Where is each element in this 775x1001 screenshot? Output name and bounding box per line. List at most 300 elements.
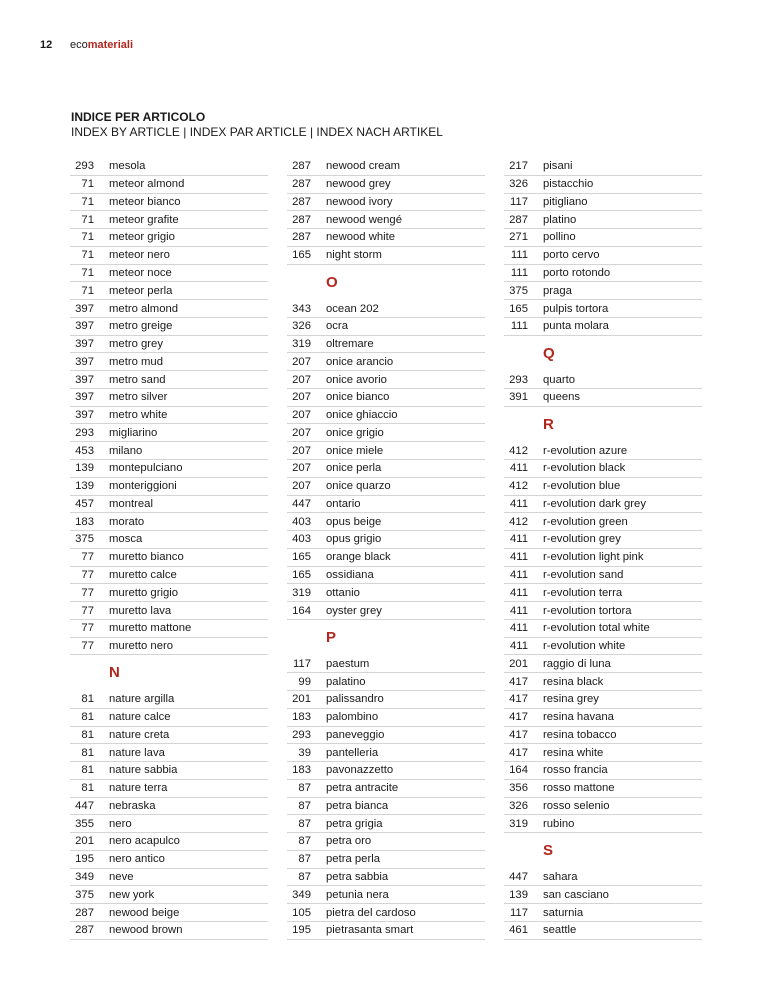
entry-page-number: 165 bbox=[509, 302, 528, 315]
index-entry bbox=[70, 638, 268, 656]
entry-page-number: 319 bbox=[509, 817, 528, 830]
entry-page-number: 397 bbox=[75, 355, 94, 368]
index-entry bbox=[287, 798, 485, 816]
entry-article-name: meteor almond bbox=[109, 178, 185, 191]
entry-article-name: nature argilla bbox=[109, 693, 175, 706]
entry-article-name: onice arancio bbox=[326, 355, 394, 368]
index-entry bbox=[70, 744, 268, 762]
entry-page-number: 355 bbox=[75, 817, 94, 830]
entry-page-number: 453 bbox=[75, 444, 94, 457]
index-entry bbox=[70, 478, 268, 496]
entry-page-number: 117 bbox=[509, 195, 528, 208]
section-letter: O bbox=[326, 273, 338, 291]
entry-article-name: morato bbox=[109, 515, 145, 528]
entry-article-name: rubino bbox=[543, 817, 575, 830]
entry-page-number: 81 bbox=[81, 693, 94, 706]
entry-page-number: 117 bbox=[509, 906, 528, 919]
index-entry bbox=[70, 709, 268, 727]
index-entry bbox=[70, 371, 268, 389]
entry-page-number: 403 bbox=[292, 533, 311, 546]
entry-page-number: 71 bbox=[81, 178, 94, 191]
index-entry bbox=[287, 158, 485, 176]
index-entry bbox=[70, 442, 268, 460]
entry-page-number: 287 bbox=[292, 160, 311, 173]
index-entry bbox=[504, 744, 702, 762]
entry-article-name: ottanio bbox=[326, 586, 360, 599]
index-entry bbox=[287, 318, 485, 336]
entry-article-name: nature terra bbox=[109, 782, 168, 795]
index-entry bbox=[504, 691, 702, 709]
index-entry bbox=[70, 353, 268, 371]
entry-article-name: montreal bbox=[109, 497, 153, 510]
entry-page-number: 287 bbox=[292, 231, 311, 244]
entry-article-name: pulpis tortora bbox=[543, 302, 609, 315]
index-entry bbox=[504, 513, 702, 531]
entry-article-name: petra grigia bbox=[326, 817, 383, 830]
index-entry bbox=[287, 460, 485, 478]
entry-page-number: 111 bbox=[510, 249, 528, 262]
index-entry bbox=[287, 567, 485, 585]
index-entry bbox=[287, 424, 485, 442]
entry-article-name: resina havana bbox=[543, 711, 614, 724]
entry-page-number: 411 bbox=[509, 462, 528, 475]
entry-page-number: 411 bbox=[509, 622, 528, 635]
index-entry bbox=[287, 655, 485, 673]
entry-article-name: muretto lava bbox=[109, 604, 172, 617]
entry-article-name: petra antracite bbox=[326, 782, 399, 795]
entry-page-number: 81 bbox=[81, 746, 94, 759]
page-number: 12 bbox=[40, 39, 53, 51]
entry-article-name: platino bbox=[543, 213, 577, 226]
entry-article-name: r-evolution terra bbox=[543, 586, 623, 599]
entry-page-number: 164 bbox=[292, 604, 311, 617]
entry-page-number: 81 bbox=[81, 711, 94, 724]
entry-article-name: r-evolution total white bbox=[543, 622, 650, 635]
index-entry bbox=[70, 567, 268, 585]
index-entry bbox=[287, 211, 485, 229]
entry-page-number: 165 bbox=[292, 249, 311, 262]
index-entry bbox=[504, 549, 702, 567]
entry-article-name: pistacchio bbox=[543, 178, 594, 191]
entry-article-name: onice ghiaccio bbox=[326, 409, 398, 422]
entry-page-number: 71 bbox=[81, 249, 94, 262]
entry-page-number: 77 bbox=[81, 604, 94, 617]
index-entry bbox=[287, 727, 485, 745]
entry-article-name: petra bianca bbox=[326, 799, 389, 812]
entry-article-name: muretto bianco bbox=[109, 551, 184, 564]
index-entry bbox=[287, 531, 485, 549]
entry-article-name: newood ivory bbox=[326, 195, 393, 208]
entry-article-name: onice miele bbox=[326, 444, 384, 457]
entry-article-name: ocra bbox=[326, 320, 348, 333]
entry-page-number: 411 bbox=[509, 640, 528, 653]
entry-page-number: 417 bbox=[509, 693, 528, 706]
entry-article-name: opus grigio bbox=[326, 533, 382, 546]
index-entry bbox=[70, 620, 268, 638]
entry-article-name: porto rotondo bbox=[543, 266, 611, 279]
entry-article-name: opus beige bbox=[326, 515, 382, 528]
entry-page-number: 293 bbox=[75, 426, 94, 439]
entry-page-number: 111 bbox=[510, 320, 528, 333]
entry-article-name: nebraska bbox=[109, 799, 156, 812]
entry-article-name: nature calce bbox=[109, 711, 171, 724]
index-entry bbox=[70, 602, 268, 620]
entry-page-number: 77 bbox=[81, 586, 94, 599]
entry-page-number: 343 bbox=[292, 302, 311, 315]
entry-article-name: onice quarzo bbox=[326, 480, 391, 493]
entry-article-name: pitigliano bbox=[543, 195, 588, 208]
entry-page-number: 412 bbox=[509, 480, 528, 493]
entry-article-name: mesola bbox=[109, 160, 146, 173]
entry-article-name: nature creta bbox=[109, 728, 170, 741]
index-title: INDICE PER ARTICOLO bbox=[71, 110, 206, 124]
index-entry bbox=[504, 815, 702, 833]
entry-page-number: 447 bbox=[292, 497, 311, 510]
entry-article-name: nero bbox=[109, 817, 132, 830]
entry-page-number: 403 bbox=[292, 515, 311, 528]
entry-page-number: 287 bbox=[509, 213, 528, 226]
index-entry bbox=[504, 531, 702, 549]
entry-article-name: nature sabbia bbox=[109, 764, 178, 777]
entry-page-number: 71 bbox=[81, 231, 94, 244]
index-entry bbox=[70, 176, 268, 194]
index-entry bbox=[504, 158, 702, 176]
index-entry bbox=[504, 229, 702, 247]
index-entry bbox=[70, 389, 268, 407]
entry-article-name: monteriggioni bbox=[109, 480, 177, 493]
index-entry bbox=[287, 371, 485, 389]
entry-article-name: neve bbox=[109, 871, 134, 883]
index-entry bbox=[70, 194, 268, 212]
entry-article-name: rosso francia bbox=[543, 764, 608, 777]
index-entry bbox=[70, 904, 268, 922]
entry-article-name: newood grey bbox=[326, 178, 391, 191]
entry-article-name: petra sabbia bbox=[326, 871, 389, 883]
index-entry bbox=[287, 922, 485, 940]
entry-article-name: resina white bbox=[543, 746, 604, 759]
entry-page-number: 287 bbox=[292, 178, 311, 191]
index-entry bbox=[287, 496, 485, 514]
index-entry bbox=[70, 851, 268, 869]
entry-article-name: pantelleria bbox=[326, 746, 379, 759]
index-entry bbox=[287, 300, 485, 318]
index-column-1 bbox=[70, 158, 268, 940]
index-entry bbox=[504, 602, 702, 620]
entry-article-name: oyster grey bbox=[326, 604, 382, 617]
entry-page-number: 375 bbox=[75, 533, 94, 546]
entry-page-number: 195 bbox=[75, 853, 94, 866]
index-entry bbox=[70, 584, 268, 602]
entry-page-number: 326 bbox=[292, 320, 311, 333]
entry-page-number: 139 bbox=[75, 480, 94, 493]
entry-page-number: 287 bbox=[292, 213, 311, 226]
entry-page-number: 397 bbox=[75, 373, 94, 386]
entry-article-name: r-evolution white bbox=[543, 640, 626, 653]
index-entry bbox=[504, 194, 702, 212]
entry-page-number: 183 bbox=[75, 515, 94, 528]
index-entry bbox=[70, 300, 268, 318]
entry-page-number: 105 bbox=[292, 906, 311, 919]
entry-page-number: 319 bbox=[292, 338, 311, 351]
entry-page-number: 326 bbox=[509, 799, 528, 812]
index-entry bbox=[70, 886, 268, 904]
entry-page-number: 39 bbox=[298, 746, 311, 759]
index-entry bbox=[70, 424, 268, 442]
entry-article-name: meteor bianco bbox=[109, 195, 181, 208]
index-entry bbox=[70, 833, 268, 851]
entry-page-number: 195 bbox=[292, 924, 311, 937]
index-entry bbox=[287, 691, 485, 709]
entry-page-number: 111 bbox=[510, 266, 528, 279]
index-entry bbox=[287, 407, 485, 425]
index-entry bbox=[504, 762, 702, 780]
index-entry bbox=[504, 460, 702, 478]
index-entry bbox=[70, 460, 268, 478]
entry-article-name: quarto bbox=[543, 373, 576, 386]
entry-page-number: 87 bbox=[298, 871, 311, 883]
index-entry bbox=[70, 869, 268, 887]
entry-article-name: metro almond bbox=[109, 302, 179, 315]
entry-article-name: nero acapulco bbox=[109, 835, 180, 848]
index-entry bbox=[70, 158, 268, 176]
entry-article-name: resina grey bbox=[543, 693, 599, 706]
index-entry bbox=[504, 655, 702, 673]
index-entry bbox=[504, 727, 702, 745]
entry-article-name: palissandro bbox=[326, 693, 384, 706]
entry-article-name: milano bbox=[109, 444, 143, 457]
index-entry bbox=[504, 620, 702, 638]
section-letter: P bbox=[326, 628, 337, 646]
entry-article-name: seattle bbox=[543, 924, 577, 937]
index-entry bbox=[287, 709, 485, 727]
index-entry bbox=[287, 673, 485, 691]
entry-page-number: 397 bbox=[75, 338, 94, 351]
entry-article-name: muretto calce bbox=[109, 568, 177, 581]
entry-page-number: 87 bbox=[298, 817, 311, 830]
index-entry bbox=[70, 549, 268, 567]
index-entry bbox=[287, 549, 485, 567]
section-letter: Q bbox=[543, 344, 555, 362]
entry-article-name: newood white bbox=[326, 231, 396, 244]
entry-article-name: meteor perla bbox=[109, 284, 173, 297]
entry-page-number: 77 bbox=[81, 622, 94, 635]
entry-page-number: 81 bbox=[81, 728, 94, 741]
entry-article-name: newood wengé bbox=[326, 213, 403, 226]
index-entry bbox=[287, 904, 485, 922]
entry-page-number: 165 bbox=[292, 568, 311, 581]
entry-page-number: 412 bbox=[509, 444, 528, 457]
entry-article-name: newood brown bbox=[109, 924, 183, 937]
entry-article-name: raggio di luna bbox=[543, 657, 611, 670]
entry-article-name: onice grigio bbox=[326, 426, 384, 439]
entry-article-name: oltremare bbox=[326, 338, 374, 351]
entry-article-name: onice avorio bbox=[326, 373, 387, 386]
entry-page-number: 87 bbox=[298, 853, 311, 866]
entry-article-name: muretto grigio bbox=[109, 586, 179, 599]
entry-article-name: pavonazzetto bbox=[326, 764, 394, 777]
entry-article-name: resina black bbox=[543, 675, 604, 688]
entry-page-number: 77 bbox=[81, 568, 94, 581]
entry-article-name: orange black bbox=[326, 551, 391, 564]
index-entry bbox=[504, 869, 702, 887]
entry-article-name: meteor grafite bbox=[109, 213, 179, 226]
entry-page-number: 77 bbox=[81, 640, 94, 653]
index-entry bbox=[70, 318, 268, 336]
entry-page-number: 287 bbox=[292, 195, 311, 208]
index-entry bbox=[287, 869, 485, 887]
entry-article-name: nero antico bbox=[109, 853, 165, 866]
index-column-3 bbox=[504, 158, 702, 940]
index-entry bbox=[504, 780, 702, 798]
entry-article-name: metro white bbox=[109, 409, 168, 422]
entry-article-name: onice perla bbox=[326, 462, 382, 475]
index-entry bbox=[504, 673, 702, 691]
entry-article-name: r-evolution green bbox=[543, 515, 628, 528]
entry-article-name: petra oro bbox=[326, 835, 372, 848]
entry-article-name: mosca bbox=[109, 533, 143, 546]
entry-page-number: 293 bbox=[292, 728, 311, 741]
page-header bbox=[40, 38, 133, 52]
index-entry bbox=[70, 407, 268, 425]
brand-prefix: eco bbox=[70, 39, 88, 51]
entry-page-number: 183 bbox=[292, 711, 311, 724]
index-entry bbox=[287, 762, 485, 780]
index-entry bbox=[504, 922, 702, 940]
index-entry bbox=[504, 584, 702, 602]
entry-article-name: r-evolution tortora bbox=[543, 604, 632, 617]
index-entry bbox=[70, 691, 268, 709]
section-letter: R bbox=[543, 415, 554, 433]
index-entry bbox=[70, 282, 268, 300]
entry-page-number: 375 bbox=[509, 284, 528, 297]
index-entry bbox=[504, 638, 702, 656]
index-entry bbox=[504, 318, 702, 336]
entry-page-number: 417 bbox=[509, 675, 528, 688]
entry-article-name: newood beige bbox=[109, 906, 180, 919]
entry-article-name: rosso mattone bbox=[543, 782, 615, 795]
index-entry bbox=[70, 265, 268, 283]
entry-page-number: 271 bbox=[509, 231, 528, 244]
index-entry bbox=[504, 798, 702, 816]
entry-page-number: 77 bbox=[81, 551, 94, 564]
entry-page-number: 447 bbox=[509, 871, 528, 883]
index-entry bbox=[504, 904, 702, 922]
entry-article-name: porto cervo bbox=[543, 249, 600, 262]
index-entry bbox=[70, 513, 268, 531]
index-entry bbox=[287, 584, 485, 602]
entry-page-number: 411 bbox=[509, 533, 528, 546]
index-entry bbox=[70, 531, 268, 549]
index-entry bbox=[70, 798, 268, 816]
index-entry bbox=[504, 211, 702, 229]
entry-page-number: 356 bbox=[509, 782, 528, 795]
entry-page-number: 207 bbox=[292, 391, 311, 404]
entry-page-number: 81 bbox=[81, 782, 94, 795]
index-entry bbox=[287, 886, 485, 904]
index-entry bbox=[287, 336, 485, 354]
entry-page-number: 71 bbox=[81, 213, 94, 226]
entry-article-name: meteor grigio bbox=[109, 231, 175, 244]
entry-article-name: metro silver bbox=[109, 391, 168, 404]
entry-page-number: 375 bbox=[75, 888, 94, 901]
entry-article-name: petra perla bbox=[326, 853, 381, 866]
index-entry bbox=[287, 851, 485, 869]
entry-page-number: 391 bbox=[509, 391, 528, 404]
entry-page-number: 349 bbox=[292, 888, 311, 901]
entry-page-number: 217 bbox=[509, 160, 528, 173]
entry-article-name: r-evolution grey bbox=[543, 533, 621, 546]
entry-page-number: 349 bbox=[75, 871, 94, 883]
entry-page-number: 81 bbox=[81, 764, 94, 777]
index-entry bbox=[287, 513, 485, 531]
index-entry bbox=[287, 176, 485, 194]
index-subtitle: INDEX BY ARTICLE | INDEX PAR ARTICLE | INDEX NACH ARTIKEL bbox=[71, 125, 443, 139]
entry-page-number: 201 bbox=[292, 693, 311, 706]
entry-article-name: meteor noce bbox=[109, 266, 172, 279]
index-entry bbox=[504, 886, 702, 904]
entry-article-name: metro greige bbox=[109, 320, 173, 333]
entry-article-name: ontario bbox=[326, 497, 361, 510]
entry-page-number: 417 bbox=[509, 728, 528, 741]
index-entry bbox=[287, 602, 485, 620]
entry-page-number: 117 bbox=[292, 657, 311, 670]
index-entry bbox=[70, 247, 268, 265]
entry-page-number: 87 bbox=[298, 835, 311, 848]
entry-article-name: pisani bbox=[543, 160, 573, 173]
entry-article-name: palatino bbox=[326, 675, 366, 688]
index-entry bbox=[70, 496, 268, 514]
entry-article-name: onice bianco bbox=[326, 391, 390, 404]
index-entry bbox=[504, 478, 702, 496]
entry-article-name: resina tobacco bbox=[543, 728, 617, 741]
entry-page-number: 412 bbox=[509, 515, 528, 528]
entry-page-number: 71 bbox=[81, 266, 94, 279]
index-entry bbox=[287, 780, 485, 798]
index-entry bbox=[504, 176, 702, 194]
entry-page-number: 397 bbox=[75, 302, 94, 315]
index-entry bbox=[70, 762, 268, 780]
entry-page-number: 139 bbox=[509, 888, 528, 901]
index-entry bbox=[287, 815, 485, 833]
index-entry bbox=[70, 229, 268, 247]
entry-page-number: 207 bbox=[292, 373, 311, 386]
index-entry bbox=[287, 833, 485, 851]
index-entry bbox=[504, 282, 702, 300]
index-entry bbox=[287, 247, 485, 265]
entry-page-number: 207 bbox=[292, 462, 311, 475]
entry-page-number: 319 bbox=[292, 586, 311, 599]
entry-page-number: 411 bbox=[509, 604, 528, 617]
entry-page-number: 326 bbox=[509, 178, 528, 191]
entry-page-number: 183 bbox=[292, 764, 311, 777]
index-entry bbox=[504, 300, 702, 318]
entry-article-name: metro sand bbox=[109, 373, 166, 386]
entry-article-name: ossidiana bbox=[326, 568, 374, 581]
entry-article-name: metro grey bbox=[109, 338, 163, 351]
entry-article-name: meteor nero bbox=[109, 249, 170, 262]
entry-article-name: pietra del cardoso bbox=[326, 906, 416, 919]
brand-name: materiali bbox=[87, 39, 133, 51]
index-entry bbox=[287, 744, 485, 762]
entry-article-name: new york bbox=[109, 888, 155, 901]
entry-page-number: 293 bbox=[75, 160, 94, 173]
index-entry bbox=[504, 496, 702, 514]
entry-page-number: 293 bbox=[509, 373, 528, 386]
section-letter: S bbox=[543, 842, 554, 860]
entry-page-number: 447 bbox=[75, 799, 94, 812]
entry-page-number: 417 bbox=[509, 746, 528, 759]
entry-article-name: rosso selenio bbox=[543, 799, 610, 812]
